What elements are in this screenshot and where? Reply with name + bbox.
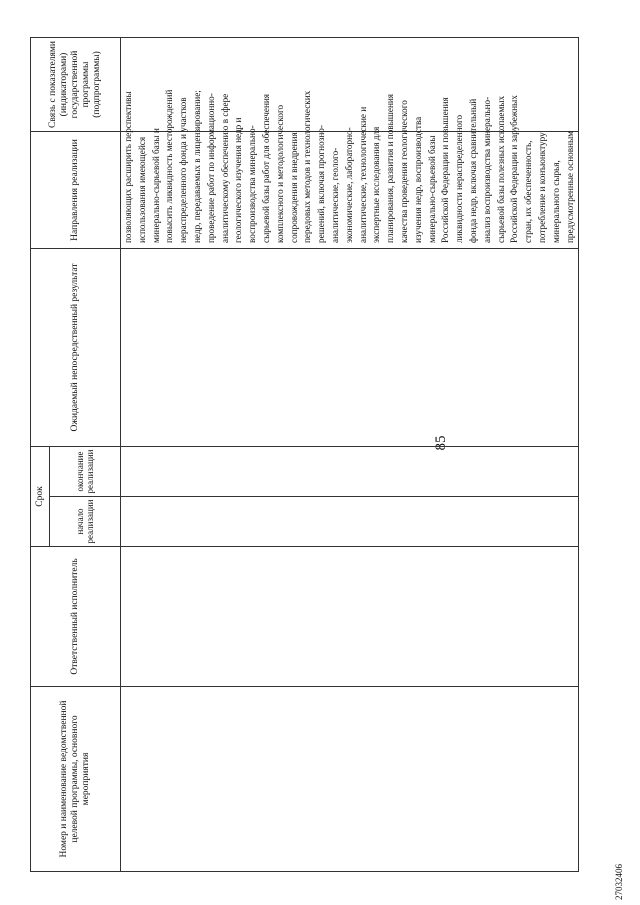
directions-line: воспроизводства минерально- [247, 125, 258, 243]
table-row [121, 37, 579, 871]
header-directions: Направления реализации [31, 131, 121, 248]
header-indicator-link: Связь с показателями (индикаторами) государственной программы (подпрограммы) [31, 37, 121, 131]
directions-line: аналитические, технологические и [357, 106, 368, 243]
directions-line: использования имеющейся [136, 136, 147, 243]
directions-line: Российской Федерации и зарубежных [509, 95, 520, 243]
cell-executor [121, 547, 579, 687]
page-number: 85 [433, 435, 449, 451]
directions-line: аналитическому обеспечению в сфере [219, 93, 230, 243]
directions-text [122, 89, 577, 246]
cell-program [121, 687, 579, 872]
directions-line: изучения недр, воспроизводства [412, 116, 423, 243]
header-term: Срок [31, 446, 50, 546]
directions-line: стран, их обеспеченность, [523, 140, 534, 243]
directions-line: экономические, лабораторно- [343, 127, 354, 243]
directions-line: сырьевой базы работ для обеспечения [260, 93, 271, 243]
directions-line: аналитические, геолого- [329, 147, 340, 243]
directions-line: ликвидности нераспределенного [454, 114, 465, 243]
header-program: Номер и наименование ведомственной целевой программы, основного мероприятия [31, 687, 121, 872]
cell-term-end [121, 446, 579, 496]
directions-line: геологического изучения недр и [233, 117, 244, 243]
directions-line: позволяющих расширить перспективы [123, 91, 133, 243]
cell-directions [121, 89, 579, 248]
program-activities-table [30, 37, 579, 872]
cell-term-start [121, 497, 579, 547]
directions-line: минерального сырья, [550, 160, 561, 243]
directions-line: качества проведения геологического [398, 100, 409, 243]
directions-line: Российской Федерации и повышения [440, 97, 451, 243]
directions-line: проведение работ по информационно- [205, 93, 216, 243]
cell-expected-result [121, 248, 579, 446]
directions-line: анализ воспроизводства минерально- [481, 96, 492, 243]
directions-line: минерально-сырьевой базы и [150, 128, 161, 243]
directions-line: нераспределенного фонда и участков [178, 97, 189, 243]
directions-line: комплексного и методологического [274, 104, 285, 243]
header-executor: Ответственный исполнитель [31, 547, 121, 687]
directions-line: передовых методов и технологических [302, 90, 313, 243]
header-term-start: начало реализации [50, 497, 121, 547]
directions-line: фонда недр, включая сравнительный [467, 98, 478, 243]
directions-line: потребление и конъюнктуру [536, 132, 547, 243]
directions-line: сопровождения и внедрения [288, 132, 299, 243]
table-header-row-1 [31, 37, 50, 871]
directions-line: повысить ликвидность месторождений [164, 89, 175, 243]
directions-line: экспертные исследования для [371, 126, 382, 243]
directions-line: решений, включая прогнозно- [316, 125, 327, 243]
document-id: 27032406 [614, 864, 624, 900]
header-expected-result: Ожидаемый непосредственный результат [31, 248, 121, 446]
directions-line: планирования, развития и повышения [385, 93, 396, 243]
directions-line: минерально-сырьевой базы [426, 135, 437, 243]
header-term-end: окончание реализации [50, 446, 121, 496]
directions-line: сырьевой базы полезных ископаемых [495, 95, 506, 243]
directions-line: недр, передаваемых в лицензирование; [191, 90, 202, 243]
directions-line: предусмотренные основным [564, 131, 575, 243]
